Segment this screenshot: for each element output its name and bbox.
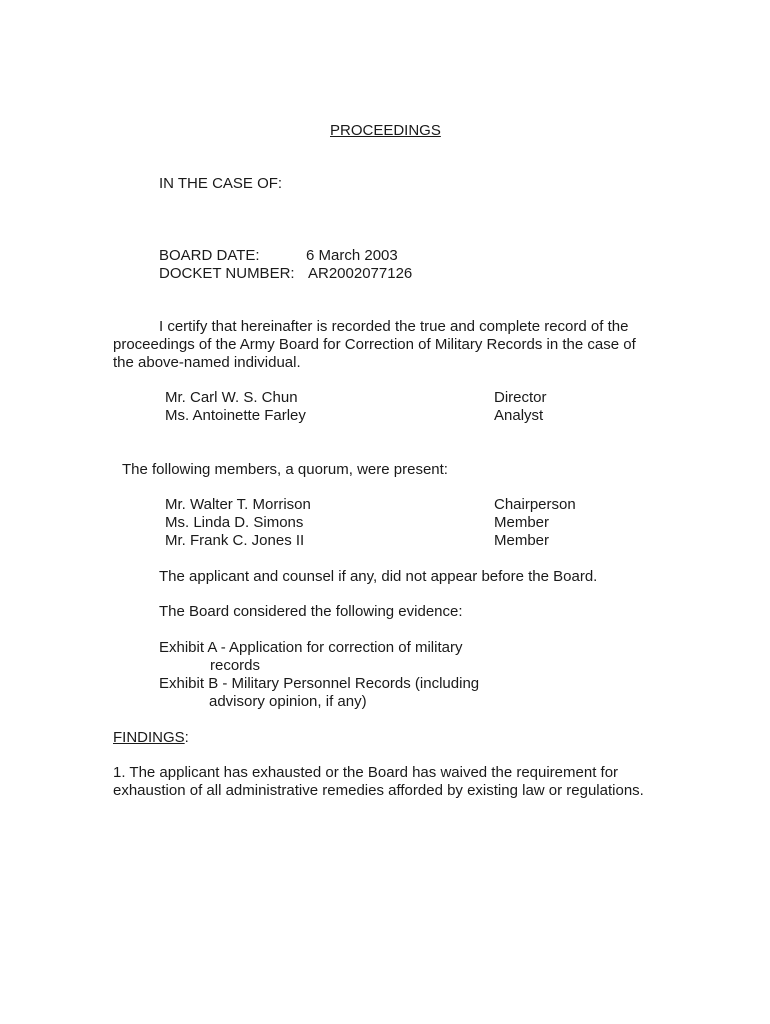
board-date-label: BOARD DATE:: [159, 247, 260, 264]
finding-paragraph: 1. The applicant has exhausted or the Board has waived the requirement for exhaustion of all administrative remedies afforded by existing law or regulations.: [113, 764, 644, 799]
staff-name: Ms. Antoinette Farley: [165, 407, 306, 424]
evidence-statement: The Board considered the following evidence:: [159, 603, 463, 620]
quorum-statement: The following members, a quorum, were present:: [122, 461, 448, 478]
member-name: Mr. Walter T. Morrison: [165, 496, 311, 513]
page-title: PROCEEDINGS: [330, 122, 441, 139]
staff-name: Mr. Carl W. S. Chun: [165, 389, 298, 406]
certification-paragraph: I certify that hereinafter is recorded the true and complete record of the proceedings of the Army Board for Correction of Military Records in the case of the above-named individual.: [113, 318, 636, 371]
member-role: Member: [494, 532, 550, 549]
docket-number-label: DOCKET NUMBER:: [159, 265, 295, 282]
appearance-statement: The applicant and counsel if any, did not appear before the Board.: [159, 568, 598, 585]
exhibit-b-continuation: advisory opinion, if any): [209, 693, 367, 710]
findings-heading: [113, 729, 189, 747]
exhibit-a-continuation: records: [210, 657, 261, 674]
member-name: Ms. Linda D. Simons: [165, 514, 304, 531]
case-of-heading: IN THE CASE OF:: [159, 175, 283, 192]
exhibit-a-line: Exhibit A - Application for correction of military: [159, 639, 463, 656]
member-name: Mr. Frank C. Jones II: [165, 532, 305, 549]
member-role: Chairperson: [494, 496, 576, 513]
member-role: Member: [494, 514, 550, 531]
findings-heading-text: FINDINGS: [113, 729, 185, 746]
findings-heading-colon: :: [184, 729, 189, 746]
board-date-value: 6 March 2003: [306, 247, 398, 264]
staff-role: Director: [494, 389, 547, 406]
exhibit-b-line: Exhibit B - Military Personnel Records (including: [159, 675, 480, 692]
docket-number-value: AR2002077126: [308, 265, 413, 282]
staff-role: Analyst: [494, 407, 544, 424]
